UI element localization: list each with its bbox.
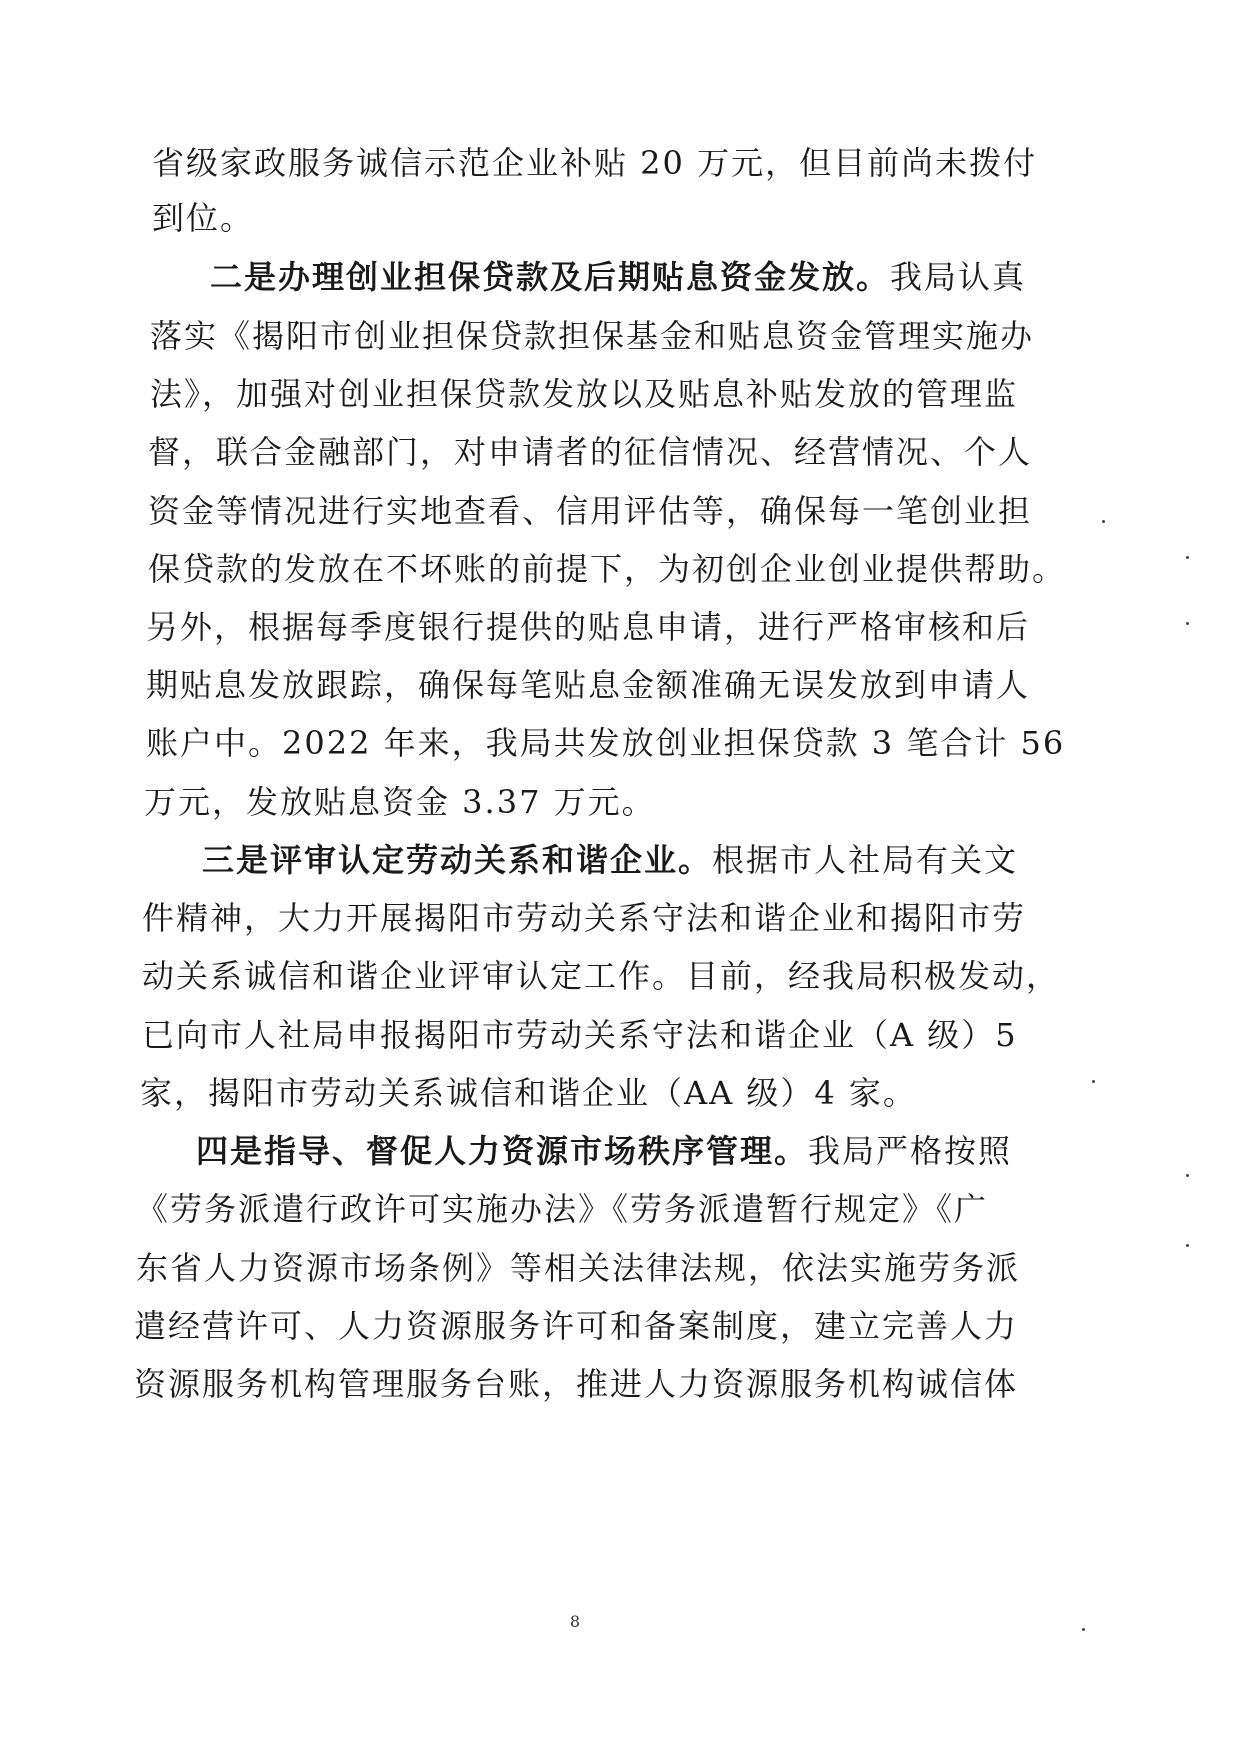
text-line: 动关系诚信和谐企业评审认定工作。目前，经我局积极发动， (142, 957, 1061, 995)
text-line: 期贴息发放跟踪，确保每笔贴息金额准确无误发放到申请人 (146, 666, 1031, 704)
paragraph-heading: 二是办理创业担保贷款及后期贴息资金发放。 (210, 258, 891, 296)
scan-speck (1186, 556, 1189, 559)
text-line: 三是评审认定劳动关系和谐企业。根据市人社局有关文 (202, 841, 1019, 879)
text-line: 件精神，大力开展揭阳市劳动关系守法和谐企业和揭阳市劳 (142, 899, 1027, 937)
text-line: 法》，加强对创业担保贷款发放以及贴息补贴发放的管理监 (150, 375, 1019, 413)
text-line: 另外，根据每季度银行提供的贴息申请，进行严格审核和后 (146, 608, 1031, 646)
paragraph-heading: 三是评审认定劳动关系和谐企业。 (202, 841, 713, 879)
text-line: 资金等情况进行实地查看、信用评估等，确保每一笔创业担 (148, 492, 1033, 530)
text-line: 督，联合金融部门，对申请者的征信情况、经营情况、个人 (148, 433, 1033, 471)
scan-speck (1102, 520, 1105, 523)
scan-speck (1186, 1174, 1189, 1177)
text-line: 四是指导、督促人力资源市场秩序管理。我局严格按照 (196, 1132, 1013, 1170)
text-line: 已向市人社局申报揭阳市劳动关系守法和谐企业（A 级）5 (142, 1016, 1018, 1054)
scan-speck (1082, 1628, 1085, 1631)
text-line: 落实《揭阳市创业担保贷款担保基金和贴息资金管理实施办 (150, 317, 1035, 355)
scan-speck (1186, 1244, 1189, 1247)
text-line: 二是办理创业担保贷款及后期贴息资金发放。我局认真 (210, 258, 1027, 296)
text-line: 到位。 (152, 199, 255, 237)
text-line: 《劳务派遣行政许可实施办法》《劳务派遣暂行规定》《广 (136, 1190, 989, 1228)
scan-speck (1092, 1080, 1095, 1083)
text-line: 账户中。2022 年来，我局共发放创业担保贷款 3 笔合计 56 (146, 724, 1066, 762)
page-number: 8 (569, 1612, 581, 1631)
text-line: 东省人力资源市场条例》等相关法律法规，依法实施劳务派 (136, 1249, 1021, 1287)
text-line: 保贷款的发放在不坏账的前提下，为初创企业创业提供帮助。 (148, 550, 1067, 588)
text-line: 万元，发放贴息资金 3.37 万元。 (144, 783, 656, 821)
text-line: 省级家政服务诚信示范企业补贴 20 万元，但目前尚未拨付 (152, 144, 1038, 182)
scan-speck (1186, 622, 1189, 625)
paragraph-heading: 四是指导、督促人力资源市场秩序管理。 (196, 1132, 809, 1170)
text-line: 资源服务机构管理服务台账，推进人力资源服务机构诚信体 (134, 1365, 1019, 1403)
text-line: 遣经营许可、人力资源服务许可和备案制度，建立完善人力 (134, 1307, 1019, 1345)
text-line: 家，揭阳市劳动关系诚信和谐企业（AA 级）4 家。 (140, 1074, 917, 1112)
